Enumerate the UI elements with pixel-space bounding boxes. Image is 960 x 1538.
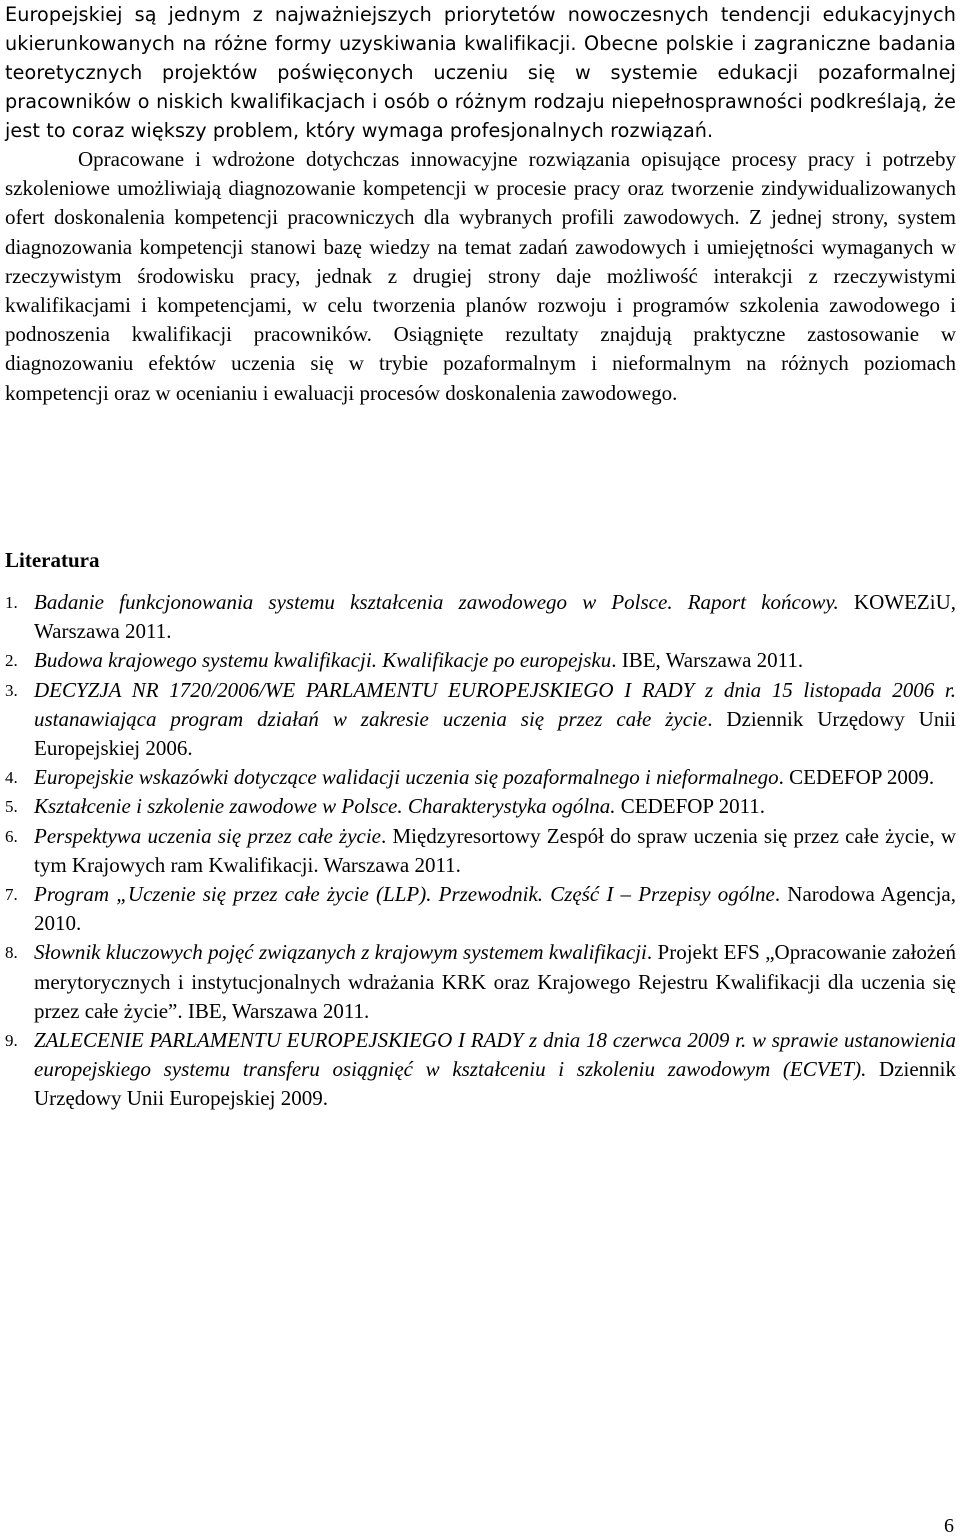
reference-title: Kształcenie i szkolenie zawodowe w Polsce. Charakterystyka ogólna. [34,794,616,819]
reference-number: 1. [5,593,18,612]
reference-item [5,938,956,1026]
literature-heading: Literatura [5,548,100,572]
reference-item [5,676,956,764]
reference-text [34,588,956,646]
reference-number: 3. [5,680,18,700]
reference-text [34,1026,956,1114]
reference-title: ZALECENIE PARLAMENTU EUROPEJSKIEGO I RADY z dnia 18 czerwca 2009 r. w sprawie ustanowienia europejskiego systemu transferu osiągnięć w kształceniu i szkoleniu zawodowym (ECVET). [34,1028,956,1082]
reference-number: 6. [5,826,18,846]
reference-source: . Projekt EFS „Opracowanie założeń merytorycznych i instytucjonalnych wdrażania KRK oraz Krajowego Rejestru Kwalifikacji dla uczenia się przez całe życie”. IBE, Warszawa 2011. [34,940,956,1023]
page-number: 6 [944,1515,954,1537]
reference-item [5,1026,956,1114]
reference-source: . CEDEFOP 2009. [778,765,935,790]
main-paragraph: Opracowane i wdrożone dotychczas innowacyjne rozwiązania opisujące procesy pracy i potrzeby szkoleniowe umożliwiają diagnozowanie kompetencji w procesie pracy oraz tworzenie zindywidualizowanych ofert doskonalenia kompetencji pracowniczych dla wybranych profili zawodowych. Z jednej strony, system diagnozowania kompetencji stanowi bazę wiedzy na temat zadań zawodowych i umiejętności wymaganych w rzeczywistym środowisku pracy, jednak z drugiej strony daje możliwość interakcji z rzeczywistymi kwalifikacjami i kompetencjami, w celu tworzenia planów rozwoju i programów szkolenia zawodowego i podnoszenia kwalifikacji pracowników. Osiągnięte rezultaty znajdują praktyczne zastosowanie w diagnozowaniu efektów uczenia się w trybie pozaformalnym i nieformalnym na różnych poziomach kompetencji oraz w ocenianiu i ewaluacji procesów doskonalenia zawodowego. [5,147,956,405]
reference-text [34,763,956,792]
reference-item [5,588,956,646]
reference-number: 2. [5,651,18,671]
reference-number: 8. [5,943,18,963]
reference-number: 4. [5,768,18,788]
reference-source: . Dziennik Urzędowy Unii Europejskiej 2006. [34,706,956,761]
reference-item [5,646,956,675]
reference-item [5,880,956,938]
reference-text [34,646,956,675]
reference-source: Dziennik Urzędowy Unii Europejskiej 2009. [34,1057,956,1111]
reference-text [34,792,956,821]
reference-text [34,822,956,880]
reference-item [5,822,956,880]
reference-source: KOWEZiU, Warszawa 2011. [34,590,956,644]
reference-source: CEDEFOP 2011. [615,794,766,819]
reference-title: Program „Uczenie się przez całe życie (LLP). Przewodnik. Część I – Przepisy ogólne [34,882,775,907]
reference-title: DECYZJA NR 1720/2006/WE PARLAMENTU EUROPEJSKIEGO I RADY z dnia 15 listopada 2006 r. ustanawiająca program działań w zakresie uczenia się przez całe życie [34,677,956,731]
reference-number: 7. [5,885,18,905]
reference-source: . IBE, Warszawa 2011. [611,648,804,673]
reference-item [5,763,956,792]
reference-source: . Międzyresortowy Zespół do spraw uczenia się przez całe życie, w tym Krajowych ram Kwalifikacji. Warszawa 2011. [34,823,956,877]
reference-text [34,938,956,1026]
reference-text [34,676,956,764]
reference-number: 5. [5,797,18,817]
reference-title: Słownik kluczowych pojęć związanych z krajowym systemem kwalifikacji [34,940,647,965]
reference-text [34,880,956,938]
document-page [5,0,956,1111]
intro-paragraph: Europejskiej są jednym z najważniejszych priorytetów nowoczesnych tendencji edukacyjnych ukierunkowanych na różne formy uzyskiwania kwalifikacji. Obecne polskie i zagraniczne badania teoretycznych projektów poświęconych uczeniu się w systemie edukacji pozaformalnej pracowników o niskich kwalifikacjach i osób o różnym rodzaju niepełnosprawności podkreślają, że jest to coraz większy problem, który wymaga profesjonalnych rozwiązań. [5,3,956,142]
reference-title: Perspektywa uczenia się przez całe życie [34,823,381,848]
reference-list [5,588,956,1114]
reference-item [5,792,956,821]
reference-title: Budowa krajowego systemu kwalifikacji. Kwalifikacje po europejsku [34,648,612,673]
reference-title: Europejskie wskazówki dotyczące walidacji uczenia się pozaformalnego i nieformalnego [34,765,779,790]
reference-source: . Narodowa Agencja, 2010. [34,882,956,936]
reference-title: Badanie funkcjonowania systemu kształcenia zawodowego w Polsce. Raport końcowy. [34,590,839,614]
reference-number: 9. [5,1031,18,1051]
